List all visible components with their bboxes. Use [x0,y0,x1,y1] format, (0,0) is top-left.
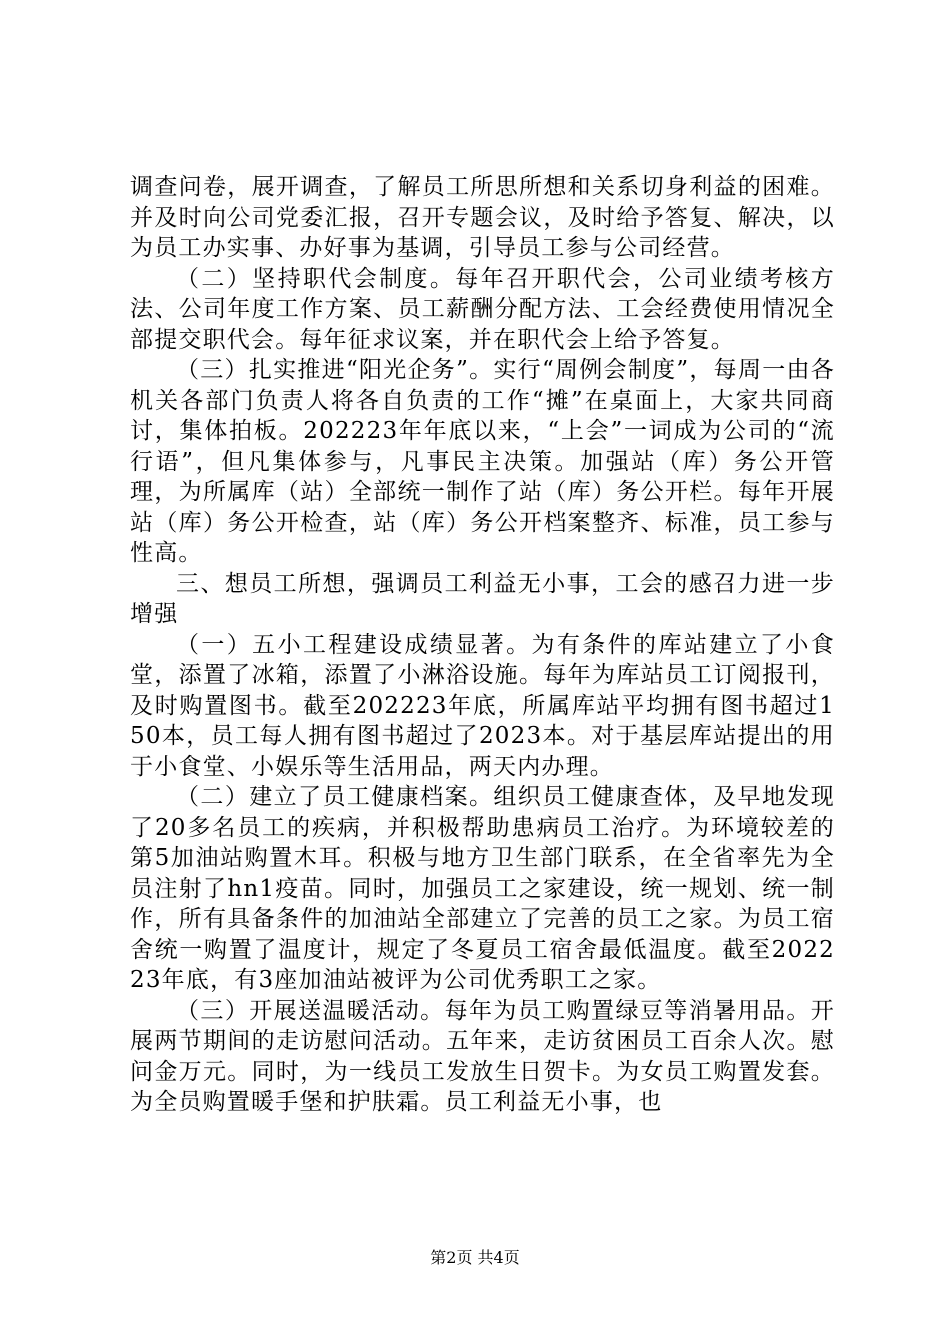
paragraph-survey-continuation: 调查问卷，展开调查，了解员工所思所想和关系切身利益的困难。并及时向公司党委汇报，召开专题会议，及时给予答复、解决，以为员工办实事、办好事为基调，引导员工参与公司经营。 [130,174,835,261]
paragraph-health-records: （二）建立了员工健康档案。组织员工健康查体，及早地发现了20多名员工的疾病，并积极帮助患病员工治疗。为环境较差的第5加油站购置木耳。积极与地方卫生部门联系，在全省率先为全员注射了hn1疫苗。同时，加强员工之家建设，统一规划、统一制作，所有具备条件的加油站全部建立了完善的员工之家。为员工宿舍统一购置了温度计，规定了冬夏员工宿舍最低温度。截至202223年底，有3座加油站被评为公司优秀职工之家。 [130,784,835,993]
paragraph-warmth-activities: （三）开展送温暖活动。每年为员工购置绿豆等消暑用品。开展两节期间的走访慰问活动。五年来，走访贫困员工百余人次。慰问金万元。同时，为一线员工发放生日贺卡。为女员工购置发套。为全员购置暖手堡和护肤霜。员工利益无小事，也 [130,997,835,1115]
document-body [130,172,835,1118]
paragraph-sunshine-affairs: （三）扎实推进“阳光企务”。实行“周例会制度”，每周一由各机关各部门负责人将各自负责的工作“摊”在桌面上，大家共同商讨，集体拍板。202223年年底以来，“上会”一词成为公司的“流行语”，但凡集体参与，凡事民主决策。加强站（库）务公开管理，为所属库（站）全部统一制作了站（库）务公开栏。每年开展站（库）务公开检查，站（库）务公开档案整齐、标准，员工参与性高。 [130,357,835,566]
page-footer: 第2页 共4页 [430,1248,520,1267]
section-heading-three: 三、想员工所想，强调员工利益无小事，工会的感召力进一步增强 [130,570,835,627]
paragraph-five-small-projects: （一）五小工程建设成绩显著。为有条件的库站建立了小食堂，添置了冰箱，添置了小淋浴设施。每年为库站员工订阅报刊，及时购置图书。截至202223年底，所属库站平均拥有图书超过150本，员工每人拥有图书超过了2023本。对于基层库站提出的用于小食堂、小娱乐等生活用品，两天内办理。 [130,631,835,780]
paragraph-congress-system: （二）坚持职代会制度。每年召开职代会，公司业绩考核方法、公司年度工作方案、员工薪酬分配方法、工会经费使用情况全部提交职代会。每年征求议案，并在职代会上给予答复。 [130,265,835,353]
